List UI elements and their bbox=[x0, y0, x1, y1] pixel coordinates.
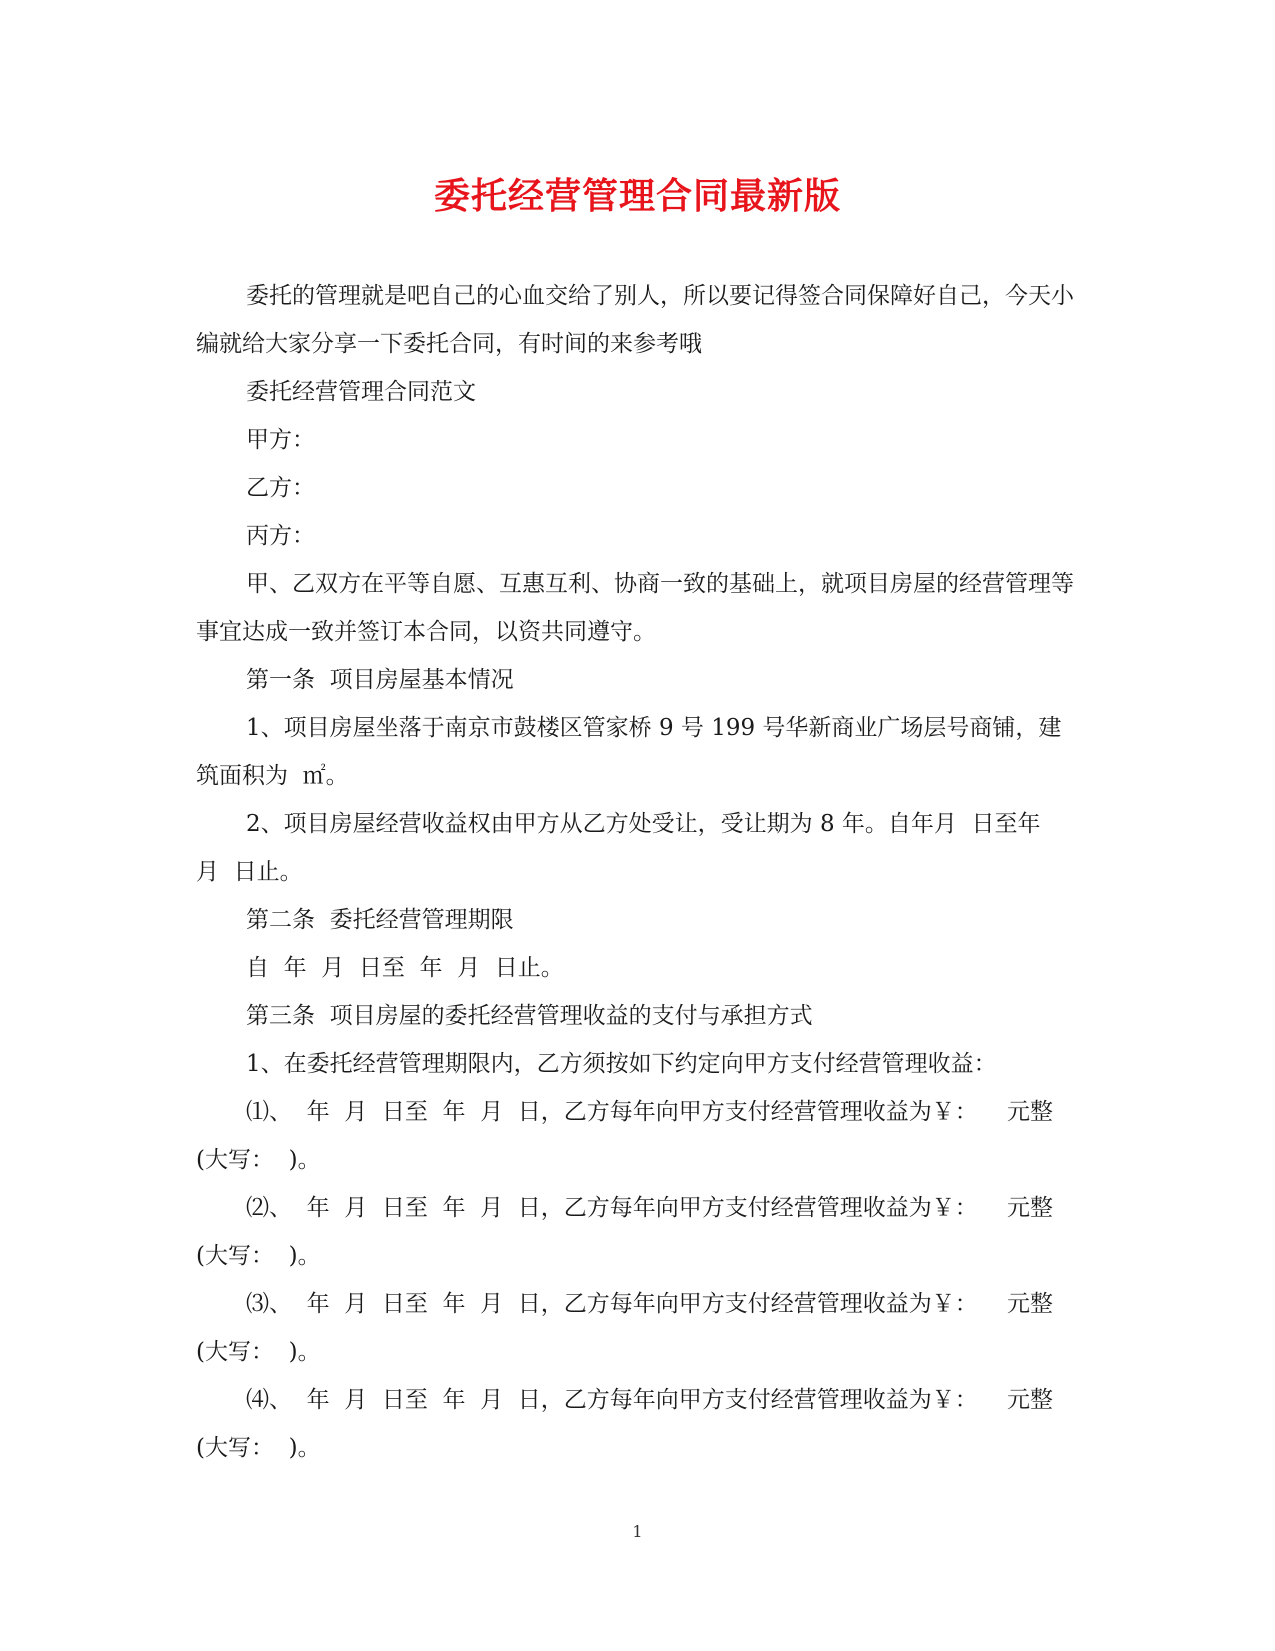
party-c-line: 丙方： bbox=[246, 523, 315, 549]
document-title: 委托经营管理合同最新版 bbox=[433, 175, 841, 217]
party-a-line: 甲方： bbox=[246, 427, 315, 453]
article-1-clause-2: 2、项目房屋经营收益权由甲方从乙方处受让，受让期为 8 年。自年月 日至年 月 日止。 bbox=[196, 811, 1056, 885]
payment-item-1: ⑴、 年 月 日至 年 月 日，乙方每年向甲方支付经营管理收益为￥： 元整(大写： )。 bbox=[196, 1099, 1053, 1173]
intro-paragraph: 委托的管理就是吧自己的心血交给了别人，所以要记得签合同保障好自己，今天小编就给大家分享一下委托合同，有时间的来参考哦 bbox=[196, 283, 1074, 357]
article-3-clause-1: 1、在委托经营管理期限内，乙方须按如下约定向甲方支付经营管理收益： bbox=[246, 1051, 997, 1077]
payment-item-2: ⑵、 年 月 日至 年 月 日，乙方每年向甲方支付经营管理收益为￥： 元整(大写： )。 bbox=[196, 1195, 1053, 1269]
article-1-clause-1: 1、项目房屋坐落于南京市鼓楼区管家桥 9 号 199 号华新商业广场层号商铺，建筑面积为 ㎡。 bbox=[196, 715, 1062, 789]
page-number: 1 bbox=[632, 1522, 643, 1541]
payment-item-4: ⑷、 年 月 日至 年 月 日，乙方每年向甲方支付经营管理收益为￥： 元整(大写： )。 bbox=[196, 1387, 1053, 1461]
article-3-heading: 第三条 项目房屋的委托经营管理收益的支付与承担方式 bbox=[246, 1003, 813, 1029]
article-1-heading: 第一条 项目房屋基本情况 bbox=[246, 667, 514, 693]
party-b-line: 乙方： bbox=[246, 475, 315, 501]
contract-subtitle: 委托经营管理合同范文 bbox=[246, 379, 476, 405]
document-body bbox=[196, 272, 1076, 1472]
payment-item-3: ⑶、 年 月 日至 年 月 日，乙方每年向甲方支付经营管理收益为￥： 元整(大写： )。 bbox=[196, 1291, 1053, 1365]
article-2-heading: 第二条 委托经营管理期限 bbox=[246, 907, 514, 933]
article-2-term: 自 年 月 日至 年 月 日止。 bbox=[246, 955, 564, 981]
preamble-paragraph: 甲、乙双方在平等自愿、互惠互利、协商一致的基础上，就项目房屋的经营管理等事宜达成一致并签订本合同，以资共同遵守。 bbox=[196, 571, 1074, 645]
